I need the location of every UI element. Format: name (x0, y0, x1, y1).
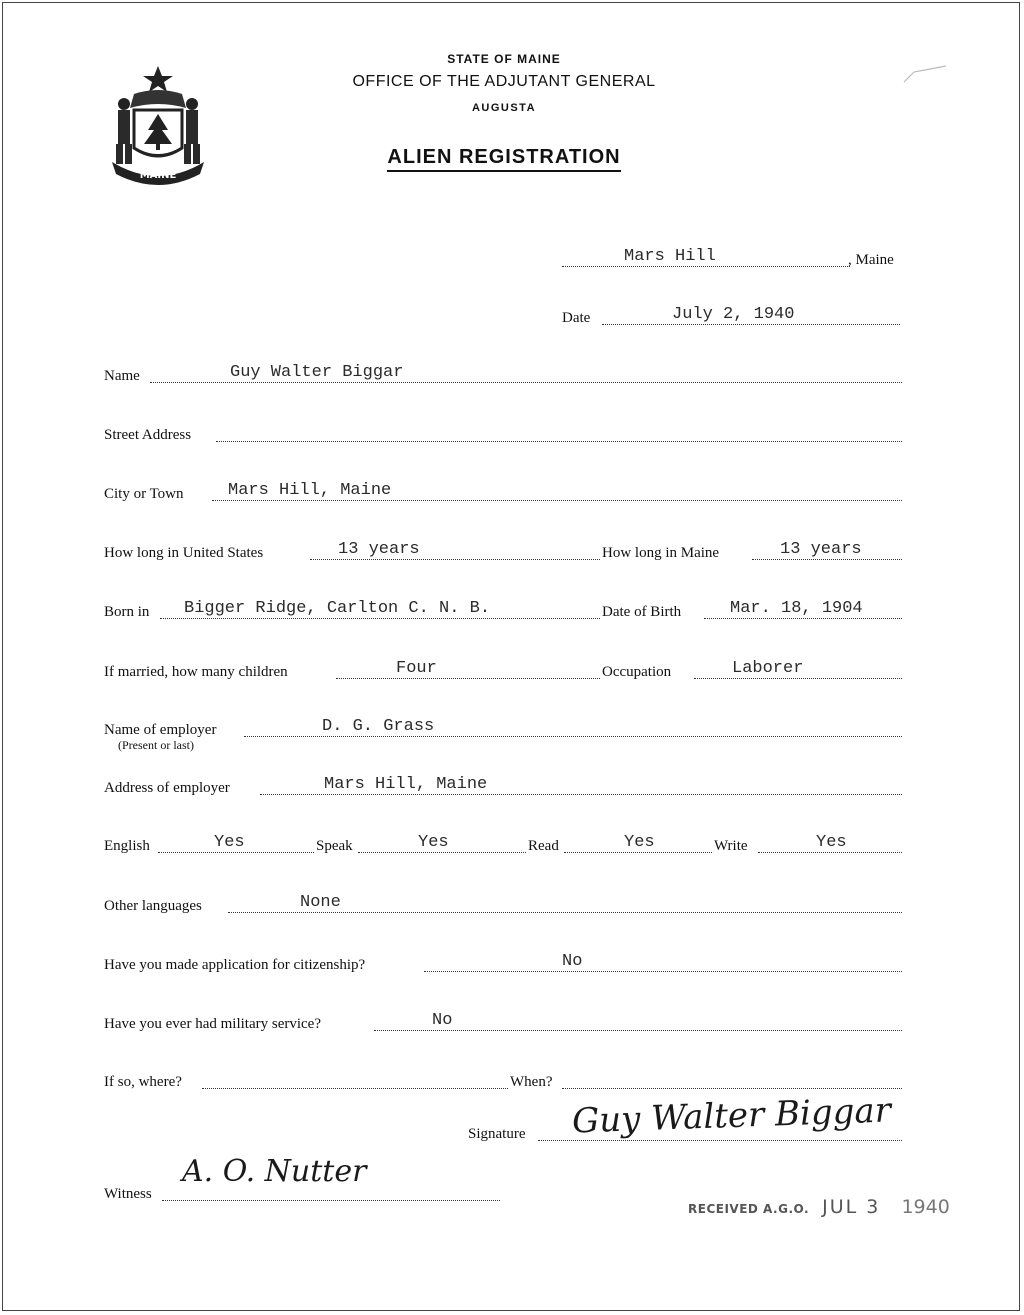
header-office: OFFICE OF THE ADJUTANT GENERAL (352, 73, 656, 90)
other-languages-value[interactable]: None (300, 893, 341, 912)
occupation-value[interactable]: Laborer (732, 659, 804, 678)
name-line (150, 382, 902, 383)
citizenship-value[interactable]: No (562, 952, 583, 971)
form-title (0, 146, 1016, 169)
other-languages-label: Other languages (104, 898, 202, 914)
children-label: If married, how many children (104, 664, 288, 680)
street-line (216, 441, 902, 442)
date-row (562, 302, 902, 326)
read-line (564, 852, 712, 853)
signature-value[interactable]: Guy Walter Biggar (571, 1090, 892, 1142)
english-line (158, 852, 314, 853)
birth-row (104, 596, 902, 620)
city-value[interactable]: Mars Hill, Maine (228, 481, 392, 500)
how-long-maine-label: How long in Maine (602, 545, 720, 561)
military-value[interactable]: No (432, 1011, 453, 1030)
write-label: Write (714, 838, 748, 854)
born-in-line (160, 618, 600, 619)
town-row (562, 244, 902, 268)
name-row (104, 360, 902, 384)
employer-address-label: Address of employer (104, 780, 230, 796)
street-row (104, 419, 902, 443)
other-languages-line (228, 912, 902, 913)
other-languages-row (104, 890, 902, 914)
how-long-us-value[interactable]: 13 years (338, 540, 420, 559)
witness-label: Witness (104, 1186, 152, 1202)
family-row (104, 656, 902, 680)
citizenship-row (104, 949, 902, 973)
employer-address-row (104, 772, 902, 796)
signature-label: Signature (468, 1126, 526, 1142)
date-label: Date (562, 310, 591, 326)
speak-line (358, 852, 526, 853)
where-line (202, 1088, 508, 1089)
received-stamp (688, 1196, 950, 1218)
how-long-us-line (310, 559, 600, 560)
occupation-line (694, 678, 902, 679)
name-label: Name (104, 368, 140, 384)
children-value[interactable]: Four (396, 659, 437, 678)
form-title-text: ALIEN REGISTRATION (387, 146, 620, 172)
date-value[interactable]: July 2, 1940 (672, 305, 795, 324)
military-line (374, 1030, 902, 1031)
name-value[interactable]: Guy Walter Biggar (230, 363, 404, 382)
employer-sublabel: (Present or last) (118, 738, 194, 752)
service-details-row (104, 1066, 902, 1090)
date-of-birth-value[interactable]: Mar. 18, 1904 (730, 599, 863, 618)
military-row (104, 1008, 902, 1032)
date-of-birth-label: Date of Birth (602, 604, 682, 620)
born-in-value[interactable]: Bigger Ridge, Carlton C. N. B. (184, 599, 491, 618)
write-line (758, 852, 902, 853)
citizenship-line (424, 971, 902, 972)
read-value[interactable]: Yes (624, 833, 655, 852)
employer-address-value[interactable]: Mars Hill, Maine (324, 775, 488, 794)
employer-address-line (260, 794, 902, 795)
speak-value[interactable]: Yes (418, 833, 449, 852)
how-long-us-label: How long in United States (104, 545, 264, 561)
children-line (336, 678, 600, 679)
military-label: Have you ever had military service? (104, 1016, 321, 1032)
city-label: City or Town (104, 486, 184, 502)
svg-text:MAINE: MAINE (139, 170, 177, 181)
city-row (104, 478, 902, 502)
town-suffix: , Maine (848, 252, 894, 268)
speak-label: Speak (316, 838, 353, 854)
stamp-date: JUL 3 (822, 1196, 881, 1218)
date-of-birth-line (704, 618, 902, 619)
citizenship-label: Have you made application for citizenship? (104, 957, 366, 973)
city-line (212, 500, 902, 501)
residency-row (104, 537, 902, 561)
stamp-received: RECEIVED A.G.O. (688, 1202, 810, 1216)
how-long-maine-value[interactable]: 13 years (780, 540, 862, 559)
born-in-label: Born in (104, 604, 150, 620)
read-label: Read (528, 838, 559, 854)
how-long-maine-line (752, 559, 902, 560)
when-line (562, 1088, 902, 1089)
occupation-label: Occupation (602, 664, 672, 680)
write-value[interactable]: Yes (816, 833, 847, 852)
town-line (562, 266, 850, 267)
header-city: AUGUSTA (471, 102, 537, 114)
header-state: STATE OF MAINE (447, 52, 561, 66)
employer-row (104, 714, 902, 738)
street-label: Street Address (104, 427, 192, 443)
witness-value[interactable]: A. O. Nutter (182, 1154, 367, 1189)
employer-line (244, 736, 902, 737)
date-line (602, 324, 900, 325)
employer-label: Name of employer (104, 722, 217, 738)
english-label: English (104, 838, 150, 854)
english-value[interactable]: Yes (214, 833, 245, 852)
when-label: When? (510, 1074, 553, 1090)
english-row (104, 830, 902, 854)
town-value[interactable]: Mars Hill (624, 247, 716, 266)
witness-line (162, 1200, 500, 1201)
employer-value[interactable]: D. G. Grass (322, 717, 435, 736)
where-label: If so, where? (104, 1074, 182, 1090)
stamp-year: 1940 (901, 1196, 950, 1218)
